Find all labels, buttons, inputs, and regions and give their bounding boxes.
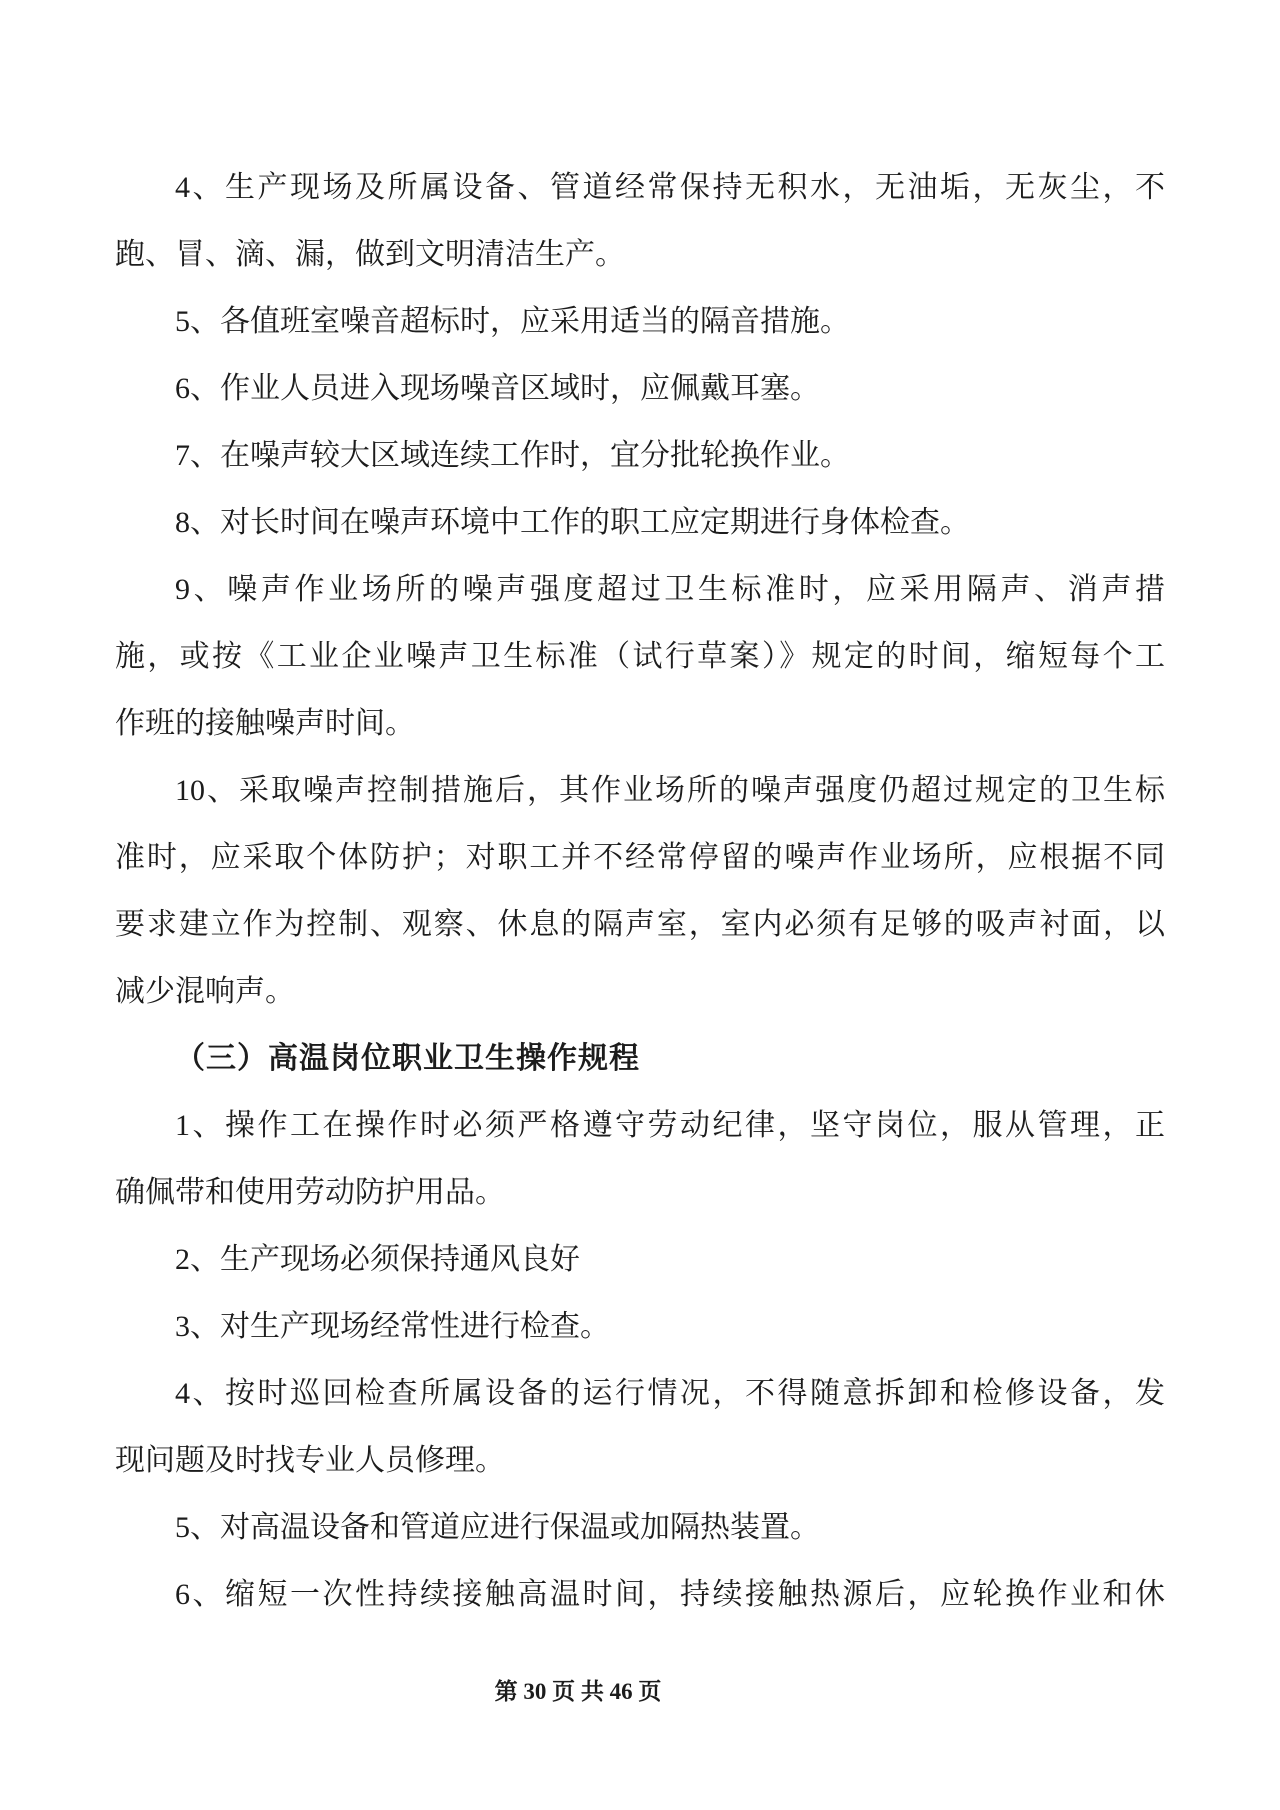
text-line: 10、采取噪声控制措施后，其作业场所的噪声强度仍超过规定的卫生标 bbox=[175, 774, 1165, 807]
text-line: 9、噪声作业场所的噪声强度超过卫生标准时，应采用隔声、消声措 bbox=[175, 573, 1165, 606]
text-line: 跑、冒、滴、漏，做到文明清洁生产。 bbox=[115, 238, 625, 271]
text-line: 2、生产现场必须保持通风良好 bbox=[175, 1243, 580, 1276]
document-page bbox=[115, 154, 1165, 1628]
text-line: 减少混响声。 bbox=[115, 975, 295, 1008]
text-line: 5、各值班室噪音超标时，应采用适当的隔音措施。 bbox=[175, 305, 850, 338]
page-footer: 第 30 页 共 46 页 bbox=[494, 1679, 662, 1704]
section-heading: （三）高温岗位职业卫生操作规程 bbox=[175, 1042, 640, 1075]
text-line: 6、作业人员进入现场噪音区域时，应佩戴耳塞。 bbox=[175, 372, 820, 405]
text-line: 1、操作工在操作时必须严格遵守劳动纪律，坚守岗位，服从管理，正 bbox=[175, 1109, 1165, 1142]
text-line: 施，或按《工业企业噪声卫生标准（试行草案）》规定的时间，缩短每个工 bbox=[115, 640, 1165, 673]
text-line: 现问题及时找专业人员修理。 bbox=[115, 1444, 505, 1477]
text-line: 4、生产现场及所属设备、管道经常保持无积水，无油垢，无灰尘，不 bbox=[175, 171, 1165, 204]
text-line: 要求建立作为控制、观察、休息的隔声室，室内必须有足够的吸声衬面，以 bbox=[115, 908, 1165, 941]
text-line: 作班的接触噪声时间。 bbox=[115, 707, 415, 740]
text-line: 确佩带和使用劳动防护用品。 bbox=[115, 1176, 505, 1209]
text-line: 6、缩短一次性持续接触高温时间，持续接触热源后，应轮换作业和休 bbox=[175, 1578, 1165, 1611]
text-line: 5、对高温设备和管道应进行保温或加隔热装置。 bbox=[175, 1511, 820, 1544]
text-line: 3、对生产现场经常性进行检查。 bbox=[175, 1310, 610, 1343]
text-line: 8、对长时间在噪声环境中工作的职工应定期进行身体检查。 bbox=[175, 506, 970, 539]
text-line: 7、在噪声较大区域连续工作时，宜分批轮换作业。 bbox=[175, 439, 850, 472]
text-line: 4、按时巡回检查所属设备的运行情况，不得随意拆卸和检修设备，发 bbox=[175, 1377, 1165, 1410]
text-line: 准时，应采取个体防护；对职工并不经常停留的噪声作业场所，应根据不同 bbox=[115, 841, 1165, 874]
